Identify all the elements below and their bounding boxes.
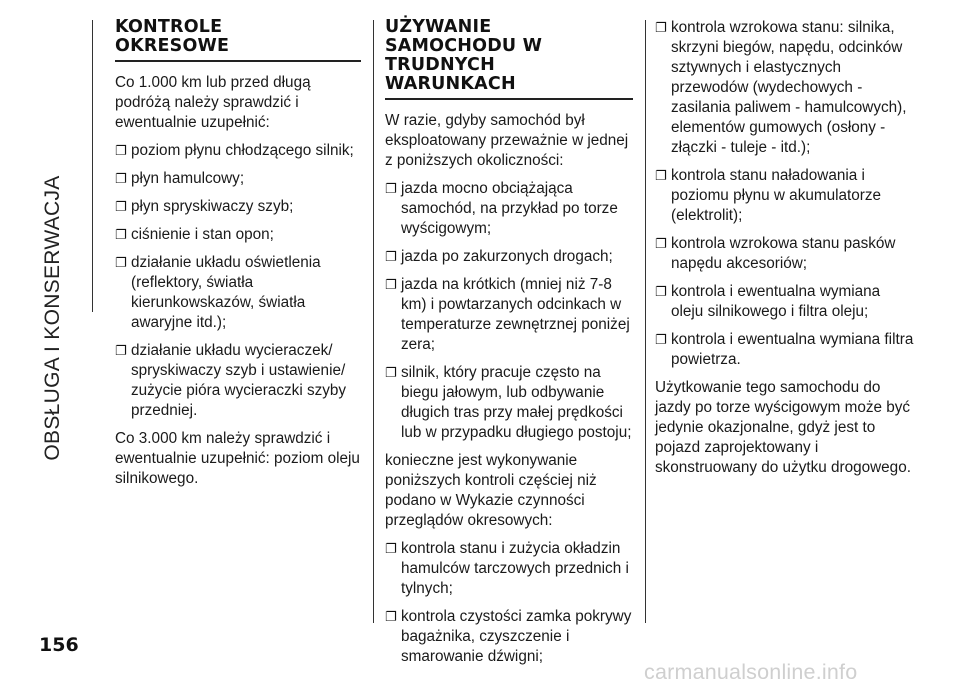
heading-difficult-conditions: UŻYWANIE SAMOCHODU W TRUDNYCH WARUNKACH (385, 18, 633, 100)
checkbox-icon: ❐ (655, 168, 667, 183)
checkbox-icon: ❐ (655, 332, 667, 347)
list-item: ❐ jazda na krótkich (mniej niż 7-8 km) i powtarzanych odcinkach w temperaturze zewnętrznej poniżej zera; (385, 276, 630, 353)
paragraph-middle: konieczne jest wykonywanie poniższych kontroli częściej niż podano w Wykazie czynności przeglądów okresowych: (385, 452, 597, 529)
checkbox-icon: ❐ (385, 181, 397, 196)
column-divider (645, 20, 646, 623)
list-item: ❐ działanie układu oświetlenia (reflektory, światła kierunkowskazów, światła awaryjne itd.); (115, 254, 321, 331)
checklist-periodic (115, 141, 363, 421)
list-item: ❐ kontrola wzrokowa stanu: silnika, skrzyni biegów, napędu, odcinków sztywnych i elastycznych przewodów (wydechowych - zasilania paliwem - hamulcowych), elementów gumowych (osłony - złączki - tuleje - itd.); (655, 19, 907, 156)
checkbox-icon: ❐ (655, 20, 667, 35)
list-item: ❐ kontrola wzrokowa stanu pasków napędu akcesoriów; (655, 235, 896, 272)
list-conditions (385, 179, 637, 443)
paragraph-closing: Co 3.000 km należy sprawdzić i ewentualnie uzupełnić: poziom oleju silnikowego. (115, 430, 360, 487)
page-number: 156 (39, 634, 79, 656)
checkbox-icon: ❐ (385, 249, 397, 264)
watermark: carmanualsonline.info (644, 660, 858, 684)
checkbox-icon: ❐ (385, 277, 397, 292)
list-item: ❐ ciśnienie i stan opon; (115, 226, 274, 243)
checkbox-icon: ❐ (655, 284, 667, 299)
paragraph-intro: W razie, gdyby samochód był eksploatowany przeważnie w jednej z poniższych okoliczności: (385, 112, 629, 169)
column-divider (373, 20, 374, 623)
list-item: ❐ jazda po zakurzonych drogach; (385, 248, 613, 265)
list-item: ❐ kontrola stanu naładowania i poziomu płynu w akumulatorze (elektrolit); (655, 167, 882, 224)
column-continued-checks (655, 18, 915, 486)
heading-periodic-checks: KONTROLE OKRESOWE (115, 18, 361, 62)
checkbox-icon: ❐ (385, 365, 397, 380)
list-item: ❐ poziom płynu chłodzącego silnik; (115, 142, 354, 159)
list-item: ❐ jazda mocno obciążająca samochód, na przykład po torze wyścigowym; (385, 180, 618, 237)
column-divider (92, 20, 93, 312)
column-periodic-checks (115, 18, 363, 497)
checkbox-icon: ❐ (115, 227, 127, 242)
checkbox-icon: ❐ (655, 236, 667, 251)
checkbox-icon: ❐ (115, 199, 127, 214)
paragraph-closing: Użytkowanie tego samochodu do jazdy po torze wyścigowym może być jedynie okazjonalne, gdyż jest to pojazd zaprojektowany i skonstruowany do użytku drogowego. (655, 379, 911, 476)
checkbox-icon: ❐ (385, 541, 397, 556)
list-item: ❐ silnik, który pracuje często na biegu jałowym, lub odbywanie długich tras przy małej prędkości lub w przypadku długiego postoju; (385, 364, 632, 441)
paragraph-intro: Co 1.000 km lub przed długą podróżą należy sprawdzić i ewentualnie uzupełnić: (115, 74, 311, 131)
checklist-frequent (385, 539, 637, 667)
list-item: ❐ kontrola stanu i zużycia okładzin hamulców tarczowych przednich i tylnych; (385, 540, 629, 597)
list-item: ❐ kontrola czystości zamka pokrywy bagażnika, czyszczenie i smarowanie dźwigni; (385, 608, 632, 665)
checklist-continued (655, 18, 915, 370)
list-item: ❐ kontrola i ewentualna wymiana filtra powietrza. (655, 331, 914, 368)
list-item: ❐ płyn spryskiwaczy szyb; (115, 198, 294, 215)
checkbox-icon: ❐ (115, 343, 127, 358)
checkbox-icon: ❐ (115, 255, 127, 270)
checkbox-icon: ❐ (385, 609, 397, 624)
checkbox-icon: ❐ (115, 171, 127, 186)
checkbox-icon: ❐ (115, 143, 127, 158)
column-difficult-conditions (385, 18, 637, 675)
list-item: ❐ działanie układu wycieraczek/ spryskiwaczy szyb i ustawienie/ zużycie pióra wycieraczki szyby przedniej. (115, 342, 347, 419)
list-item: ❐ płyn hamulcowy; (115, 170, 245, 187)
list-item: ❐ kontrola i ewentualna wymiana oleju silnikowego i filtra oleju; (655, 283, 881, 320)
